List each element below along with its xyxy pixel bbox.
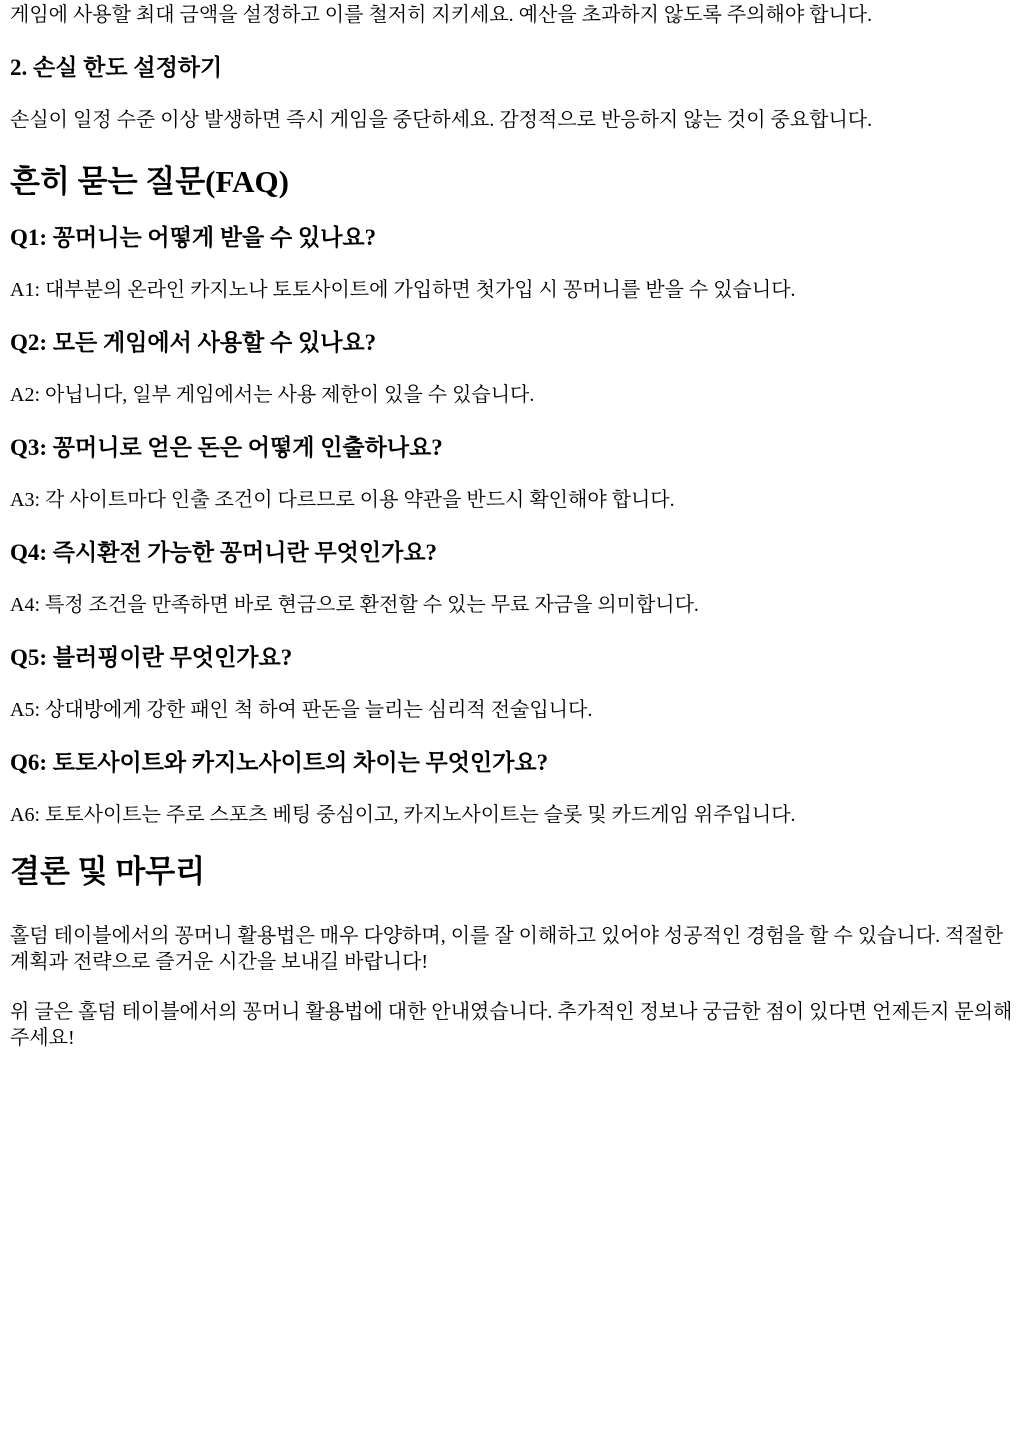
faq-question-3: Q3: 꽁머니로 얻은 돈은 어떻게 인출하나요? bbox=[10, 435, 443, 460]
conclusion-heading: 결론 및 마무리 bbox=[10, 854, 206, 889]
faq-question-5: Q5: 블러핑이란 무엇인가요? bbox=[10, 645, 293, 670]
conclusion-paragraph-2: 위 글은 홀덤 테이블에서의 꽁머니 활용법에 대한 안내였습니다. 추가적인 정보나 궁금한 점이 있다면 언제든지 문의해 주세요! bbox=[10, 1001, 1013, 1049]
faq-question-2: Q2: 모든 게임에서 사용할 수 있나요? bbox=[10, 330, 377, 355]
faq-answer-2: A2: 아닙니다, 일부 게임에서는 사용 제한이 있을 수 있습니다. bbox=[10, 384, 535, 406]
faq-answer-1: A1: 대부분의 온라인 카지노나 토토사이트에 가입하면 첫가입 시 꽁머니를 받을 수 있습니다. bbox=[10, 279, 796, 301]
loss-limit-paragraph: 손실이 일정 수준 이상 발생하면 즉시 게임을 중단하세요. 감정적으로 반응하지 않는 것이 중요합니다. bbox=[10, 109, 873, 131]
faq-heading: 흔히 묻는 질문(FAQ) bbox=[10, 164, 289, 199]
faq-answer-5: A5: 상대방에게 강한 패인 척 하여 판돈을 늘리는 심리적 전술입니다. bbox=[10, 699, 593, 721]
conclusion-paragraph-1: 홀덤 테이블에서의 꽁머니 활용법은 매우 다양하며, 이를 잘 이해하고 있어야 성공적인 경험을 할 수 있습니다. 적절한 계획과 전략으로 즐거운 시간을 보내길 바랍니다! bbox=[10, 925, 1004, 973]
faq-question-1: Q1: 꽁머니는 어떻게 받을 수 있나요? bbox=[10, 225, 377, 250]
faq-answer-3: A3: 각 사이트마다 인출 조건이 다르므로 이용 약관을 반드시 확인해야 합니다. bbox=[10, 489, 675, 511]
article-body bbox=[0, 2, 1024, 1051]
faq-question-6: Q6: 토토사이트와 카지노사이트의 차이는 무엇인가요? bbox=[10, 750, 549, 775]
faq-answer-6: A6: 토토사이트는 주로 스포츠 베팅 중심이고, 카지노사이트는 슬롯 및 카드게임 위주입니다. bbox=[10, 804, 796, 826]
faq-answer-4: A4: 특정 조건을 만족하면 바로 현금으로 환전할 수 있는 무료 자금을 의미합니다. bbox=[10, 594, 699, 616]
faq-question-4: Q4: 즉시환전 가능한 꽁머니란 무엇인가요? bbox=[10, 540, 438, 565]
loss-limit-heading: 2. 손실 한도 설정하기 bbox=[10, 55, 223, 80]
budget-paragraph: 게임에 사용할 최대 금액을 설정하고 이를 철저히 지키세요. 예산을 초과하지 않도록 주의해야 합니다. bbox=[10, 4, 873, 26]
